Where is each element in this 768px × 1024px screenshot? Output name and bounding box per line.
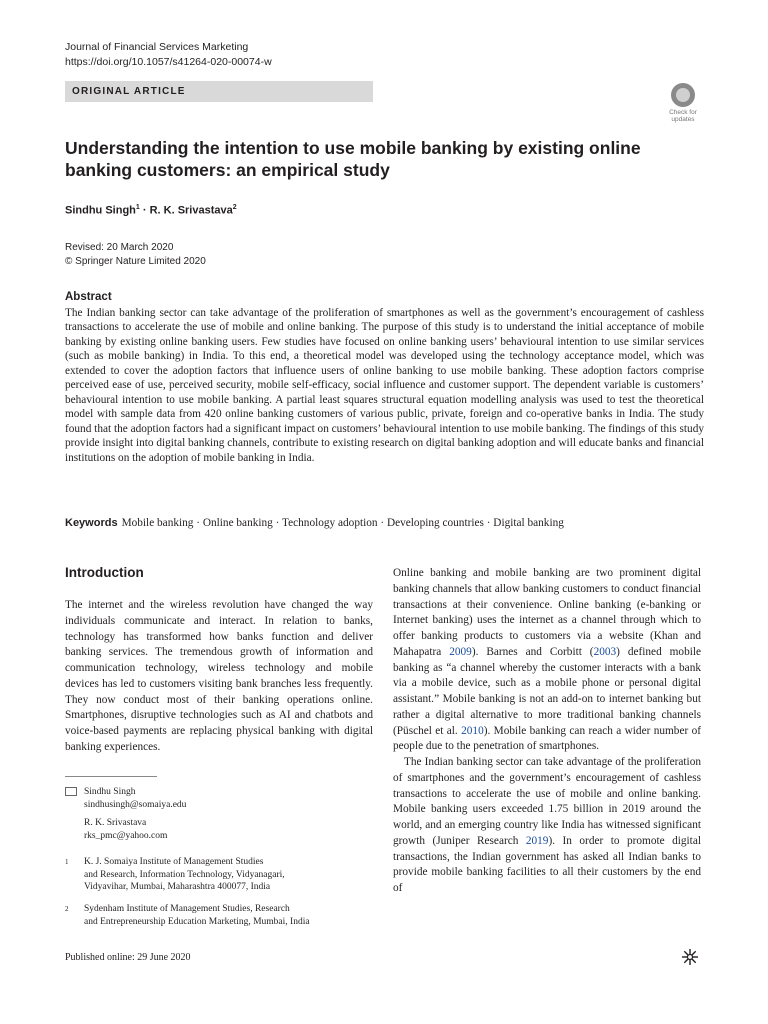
check-circle-icon [671, 83, 695, 107]
section-heading-introduction: Introduction [65, 565, 144, 580]
author-affiliation-ref: 1 [135, 204, 140, 211]
intro-paragraph-2: The Indian banking sector can take advantage of the proliferation of smartphones and the government’s encouragement of cashless transactions to accelerate the use of mobile and online banking. Mobile banking users exceeded 1.75 billion in 2019 around the world, and an emerging country like India has witnessed significant growth (Juniper Research 2019). In order to promote digital transactions, the Indian government has asked all Indian banks to provide mobile banking facilities to all their customers by the end of [393, 756, 701, 894]
envelope-icon [65, 787, 77, 796]
citation-link[interactable]: 2009 [449, 645, 472, 658]
affiliation-2: 2 Sydenham Institute of Management Studies, Research and Entrepreneurship Education Marketing, Mumbai, India [65, 904, 310, 927]
article-dates [65, 241, 206, 268]
intro-paragraph-left: The internet and the wireless revolution have changed the way individuals communicate and interact. In relation to banks, technology has transformed how banks function and deliver banking services. The tremendous growth of information and communication technology, wireless technology and mobile devices has led to customers visiting bank branches less frequently. They now conduct most of their banking operations online. Smartphones, disruptive technologies such as AI and chatbots and voice-based payments are replacing physical banking with digital banking experiences. [65, 599, 373, 753]
journal-doi[interactable]: https://doi.org/10.1057/s41264-020-00074-w [65, 56, 272, 68]
author-name[interactable]: Sindhu Singh [65, 204, 136, 217]
author-separator: · [139, 204, 150, 217]
springer-horse-icon [680, 947, 700, 967]
check-for-updates-icon[interactable]: Check for updates [664, 83, 702, 123]
article-title: Understanding the intention to use mobile banking by existing online banking customers: an empirical study [65, 138, 641, 180]
correspondence-block [65, 786, 186, 842]
abstract-text: The Indian banking sector can take advantage of the proliferation of smartphones as well as the government’s encouragement of cashless transactions to accelerate the use of mobile and online banking. The purpose of this study is to understand the initial acceptance of mobile banking by existing online banking users. Few studies have focused on online banking users’ behavioural intention to use similar services (such as mobile banking) in India. To this end, a theoretical model was developed using the technology acceptance model, which was extended to cover the adoption factors that influence users of online banking to use mobile banking. These adoption factors comprise perceived ease of use, perceived security, mobile self-efficacy, social influence and customer support. The dependent variable is customers’ behavioural intention to use mobile banking. A partial least squares structural equation modelling analysis was used to test the theoretical model with sample data from 420 online banking customers of various public, private, foreign and co-operative banks in India. The study found that the adoption factors had a significant impact on customers’ behavioural intention to use mobile banking. The findings of this study provide insight into digital banking channels, contribute to existing research on digital banking adoption and will educate banks and financial institutions on the adoption of mobile banking in India. [65, 307, 704, 464]
revised-date: Revised: 20 March 2020 [65, 242, 174, 253]
intro-paragraph-1: Online banking and mobile banking are two prominent digital banking channels that allow banking customers to conduct financial transactions at their convenience. Online banking (e-banking or Internet banking) uses the internet as a channel through which to offer banking products to customers via a website (Khan and Mahapatra 2009). Barnes and Corbitt (2003) defined mobile banking as “a channel whereby the customer interacts with a bank via a mobile device, such as a mobile phone or personal digital assistant.” Mobile banking is not an add-on to internet banking but rather a digital alternative to more traditional banking channels (Püschel et al. 2010). Mobile banking can reach a wider number of people due to the penetration of smartphones. [393, 567, 702, 753]
footnote-divider [65, 776, 157, 777]
affiliation-number: 2 [65, 905, 69, 913]
keywords [65, 517, 704, 529]
citation-link[interactable]: 2010 [461, 724, 484, 737]
citation-link[interactable]: 2019 [525, 834, 549, 847]
author-affiliation-ref: 2 [232, 204, 237, 211]
corr-author-email[interactable]: sindhusingh@somaiya.edu [84, 799, 187, 810]
corr-author-email[interactable]: rks_pmc@yahoo.com [84, 830, 168, 841]
keywords-list: Mobile banking · Online banking · Technology adoption · Developing countries · Digital banking [121, 517, 564, 529]
abstract-heading: Abstract [65, 291, 112, 303]
published-date: Published online: 29 June 2020 [65, 952, 191, 963]
citation-link[interactable]: 2003 [593, 645, 617, 658]
intro-column-right [393, 566, 701, 897]
corr-author-name: R. K. Srivastava [84, 818, 147, 828]
author-name[interactable]: R. K. Srivastava [149, 204, 233, 217]
copyright: © Springer Nature Limited 2020 [65, 255, 206, 267]
article-type-banner: ORIGINAL ARTICLE [65, 81, 373, 102]
keywords-label: Keywords [65, 517, 118, 529]
journal-header [65, 40, 272, 70]
corr-author-name: Sindhu Singh [84, 787, 136, 797]
author-list [65, 204, 237, 217]
journal-name: Journal of Financial Services Marketing [65, 41, 249, 53]
affiliation-1: 1 K. J. Somaiya Institute of Management Studies and Research, Information Technology, Vidyanagari, Vidyavihar, Mumbai, Maharashtra 400077, India [65, 857, 285, 892]
affiliation-number: 1 [65, 858, 69, 866]
